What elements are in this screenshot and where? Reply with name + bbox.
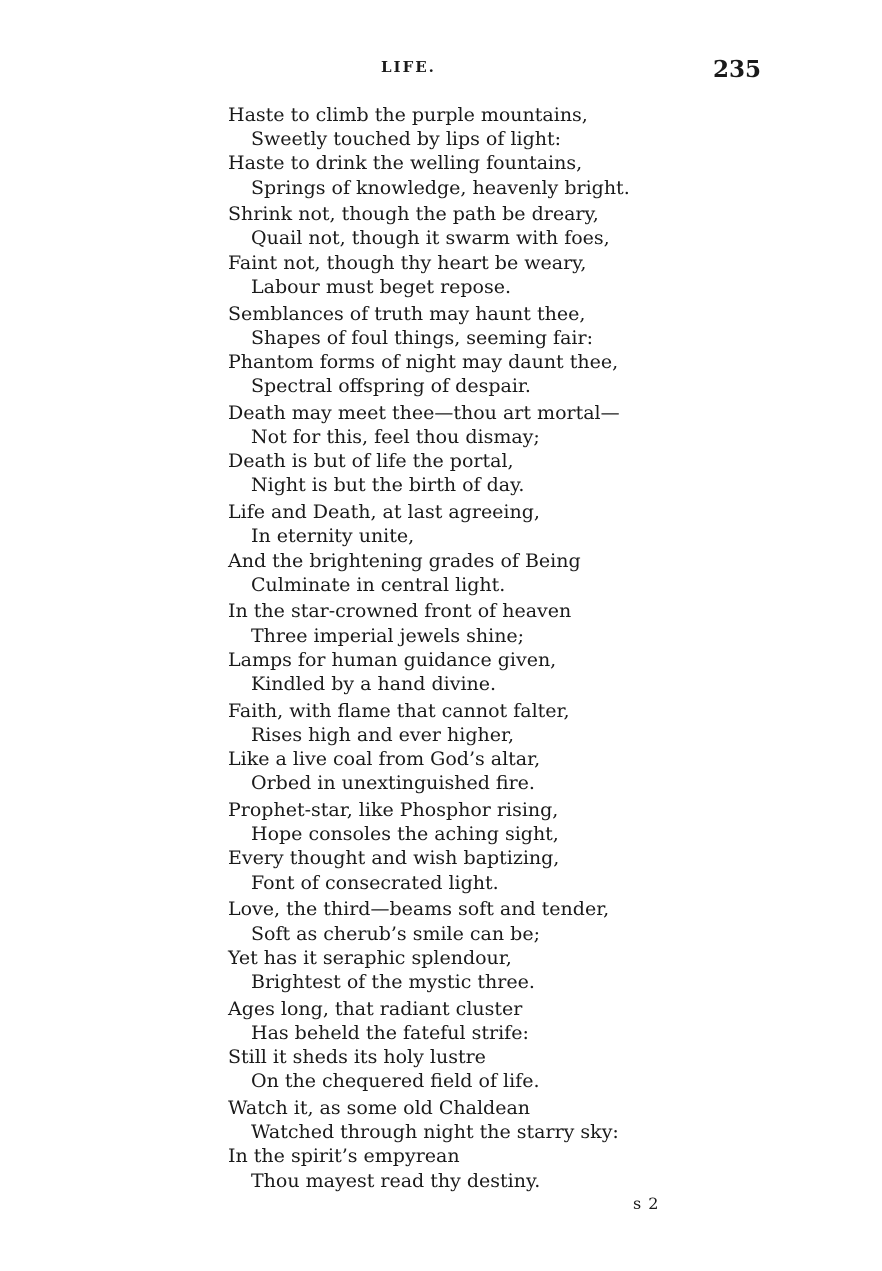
poem-line: Rises high and ever higher, <box>251 723 515 746</box>
signature-mark: s 2 <box>633 1194 660 1213</box>
poem-line: Kindled by a hand divine. <box>251 673 497 696</box>
stanza <box>228 1096 648 1195</box>
poem-line: Soft as cherub’s smile can be; <box>251 922 540 945</box>
poem-line: Labour must beget repose. <box>251 275 512 298</box>
poem-line: Still it sheds its holy lustre <box>228 1046 486 1069</box>
stanza <box>228 699 648 798</box>
poem-line: Not for this, feel thou dismay; <box>251 426 540 449</box>
poem-body <box>228 103 648 1195</box>
stanza <box>228 798 648 897</box>
poem-line: In the spirit’s empyrean <box>228 1145 460 1168</box>
stanza <box>228 302 648 401</box>
poem-line: Life and Death, at last agreeing, <box>228 501 540 524</box>
poem-line: Springs of knowledge, heavenly bright. <box>251 176 630 199</box>
poem-line: On the chequered field of life. <box>251 1070 540 1093</box>
poem-line: Watch it, as some old Chaldean <box>228 1096 531 1119</box>
stanza <box>228 401 648 500</box>
stanza <box>228 997 648 1096</box>
poem-line: Prophet-star, like Phosphor rising, <box>228 799 559 822</box>
poem-line: Semblances of truth may haunt thee, <box>228 302 586 325</box>
stanza <box>228 103 648 202</box>
running-head-title: LIFE. <box>381 58 436 76</box>
poem-line: Hope consoles the aching sight, <box>251 823 559 846</box>
poem-line: Thou mayest read thy destiny. <box>251 1169 541 1192</box>
poem-line: Faint not, though thy heart be weary, <box>228 251 587 274</box>
page-number: 235 <box>713 56 762 83</box>
poem-line: Phantom forms of night may daunt thee, <box>228 350 619 373</box>
poem-line: Death is but of life the portal, <box>228 450 514 473</box>
poem-line: Love, the third—beams soft and tender, <box>228 898 610 921</box>
poem-line: Like a live coal from God’s altar, <box>228 748 541 771</box>
poem-line: Yet has it seraphic splendour, <box>228 946 512 969</box>
poem-line: Culminate in central light. <box>251 573 506 596</box>
poem-line: Every thought and wish baptizing, <box>228 847 560 870</box>
poem-line: Has beheld the fateful strife: <box>251 1021 529 1044</box>
poem-line: Haste to drink the welling fountains, <box>228 152 583 175</box>
poem-line: Orbed in unextinguished fire. <box>251 772 535 795</box>
poem-line: Haste to climb the purple mountains, <box>228 104 588 126</box>
poem-line: Watched through night the starry sky: <box>251 1121 619 1144</box>
stanza <box>228 500 648 599</box>
poem-line: Faith, with flame that cannot falter, <box>228 699 570 722</box>
poem-line: Ages long, that radiant cluster <box>228 997 523 1020</box>
poem-line: Night is but the birth of day. <box>251 474 525 497</box>
poem-line: In the star-crowned front of heaven <box>228 600 572 623</box>
poem-line: Spectral offspring of despair. <box>251 375 531 398</box>
stanza <box>228 599 648 698</box>
poem-line: Three imperial jewels shine; <box>251 624 525 647</box>
poem-line: In eternity unite, <box>251 525 415 548</box>
poem-line: And the brightening grades of Being <box>228 549 581 572</box>
stanza <box>228 202 648 301</box>
poem-line: Death may meet thee—thou art mortal— <box>228 401 620 424</box>
poem-line: Quail not, though it swarm with foes, <box>251 227 610 250</box>
poem-line: Shrink not, though the path be dreary, <box>228 203 599 226</box>
poem-line: Shapes of foul things, seeming fair: <box>251 326 593 349</box>
poem-line: Brightest of the mystic three. <box>251 970 535 993</box>
poem-line: Sweetly touched by lips of light: <box>251 128 562 151</box>
poem-line: Font of consecrated light. <box>251 871 499 894</box>
stanza <box>228 897 648 996</box>
poem-line: Lamps for human guidance given, <box>228 648 557 671</box>
